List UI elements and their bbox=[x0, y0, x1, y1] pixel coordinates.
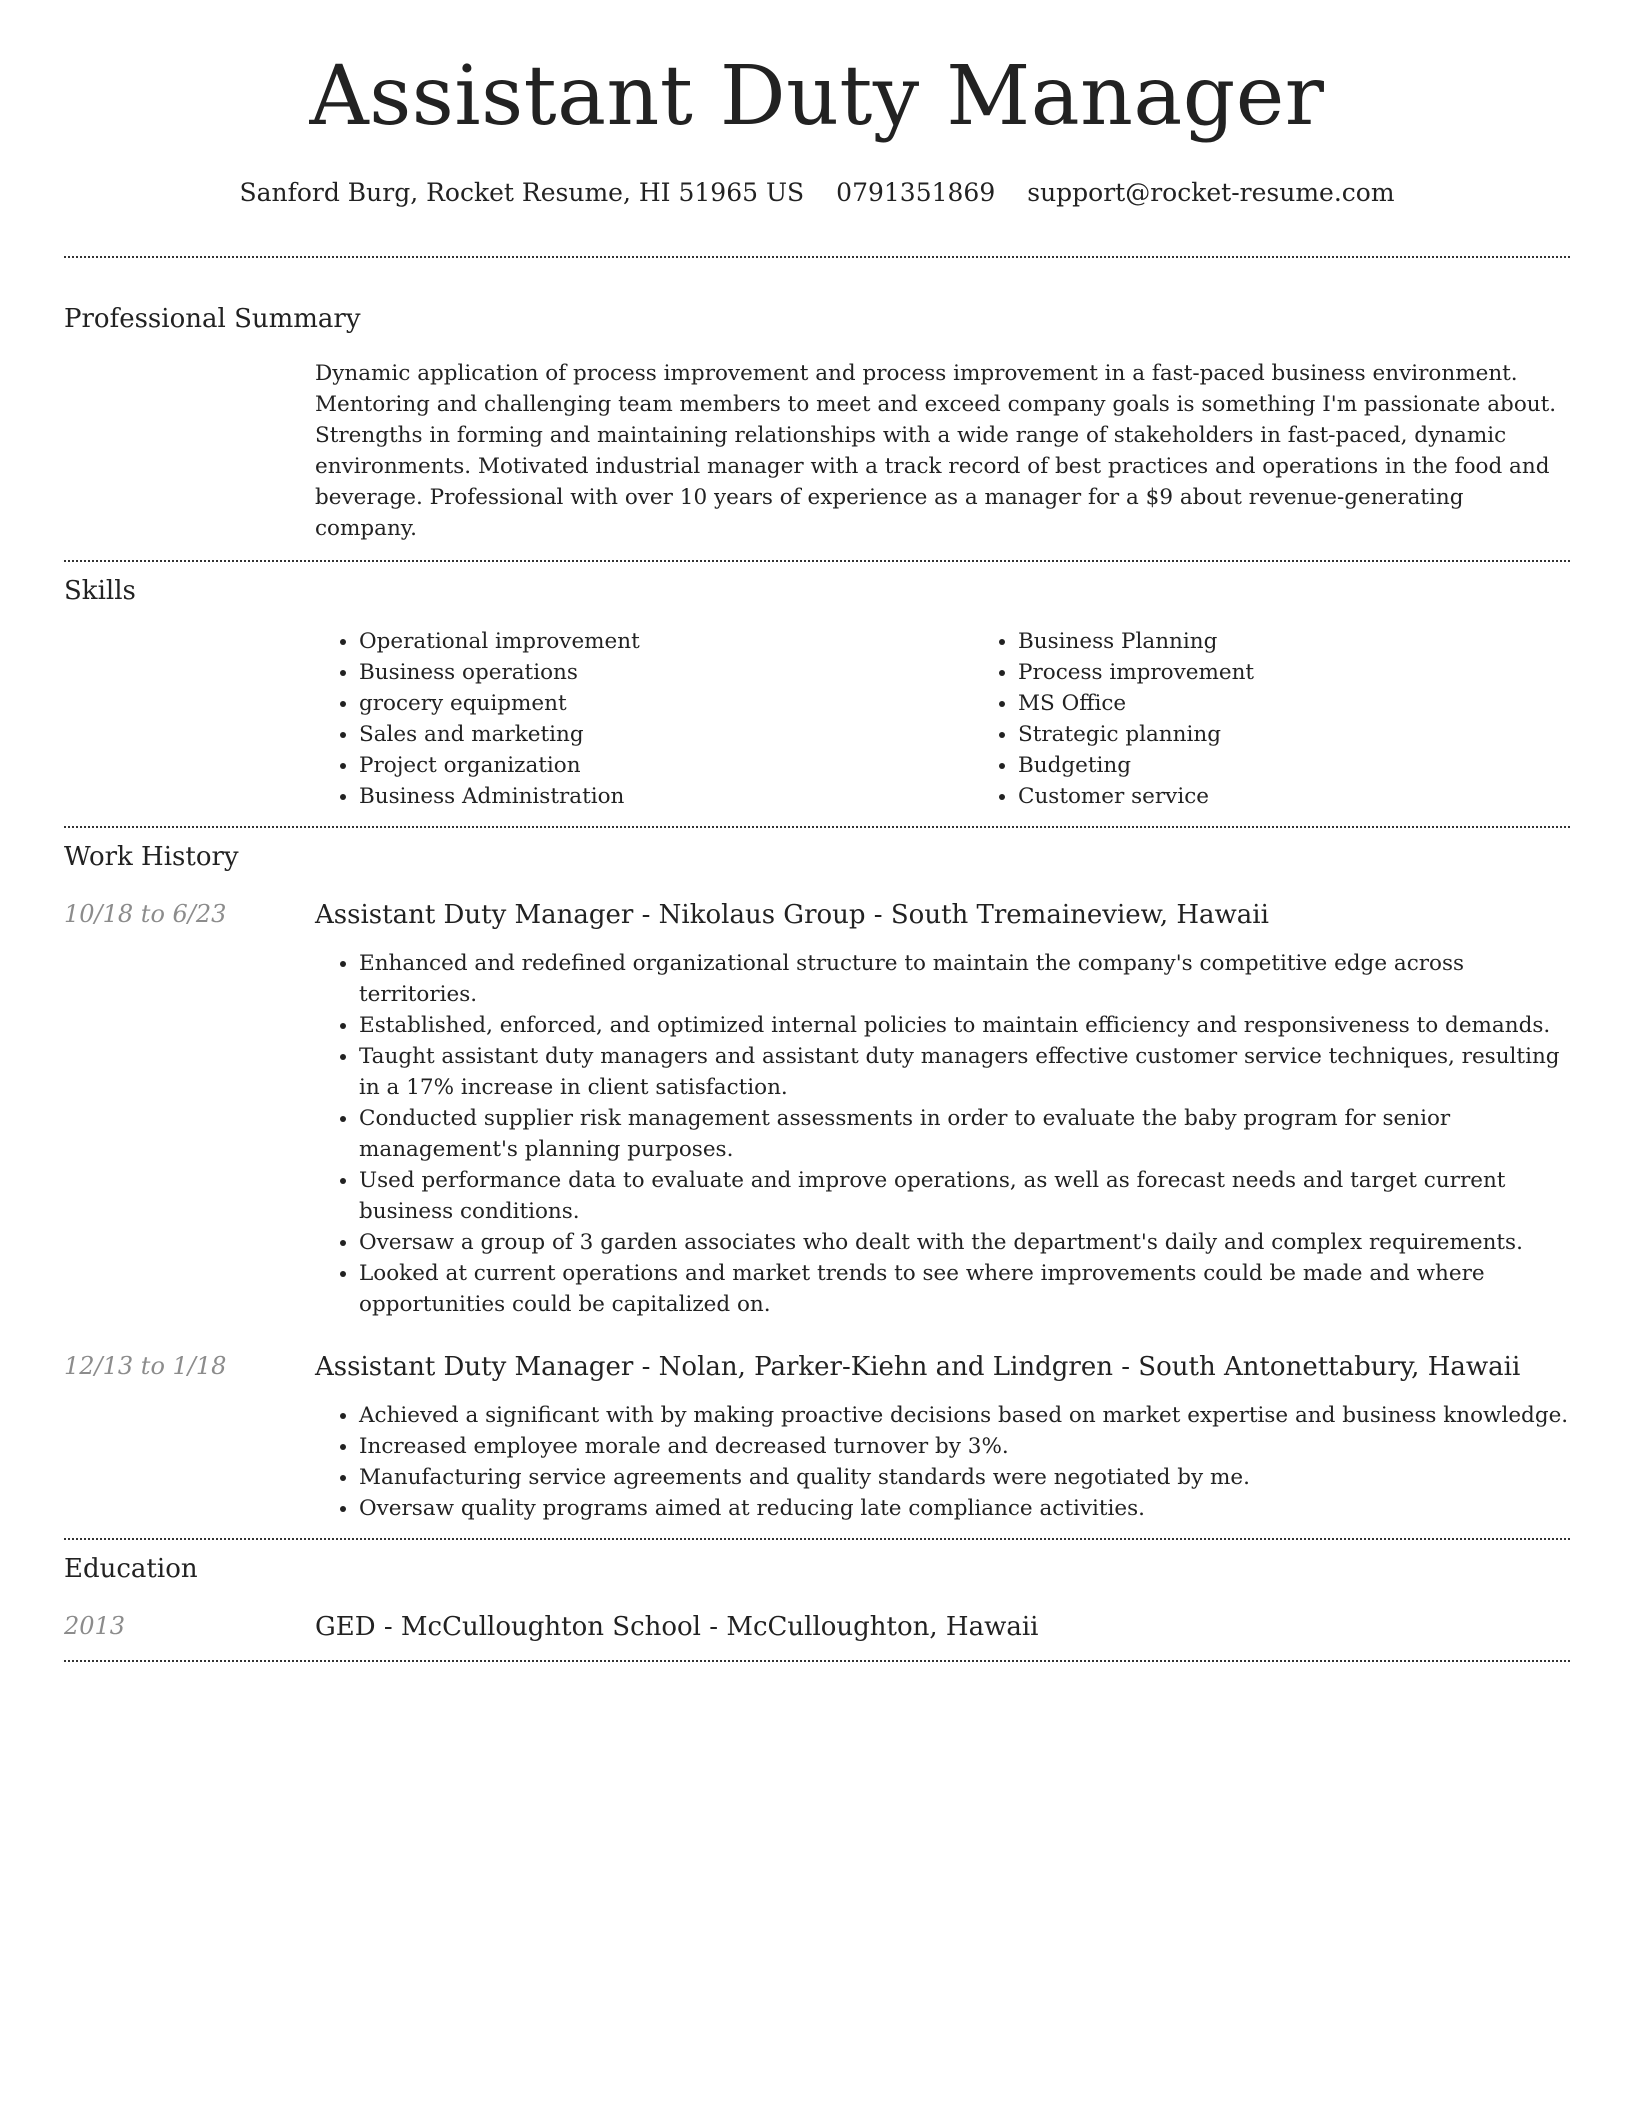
skill-item: • Process improvement bbox=[1018, 657, 1632, 688]
skill-item: • Business Administration bbox=[359, 781, 974, 812]
skill-item: • Business operations bbox=[359, 657, 974, 688]
job-bullet: • Conducted supplier risk management assessments in order to evaluate the baby program for senior management's planning purposes. bbox=[359, 1103, 1570, 1165]
contact-email: support@rocket-resume.com bbox=[1027, 178, 1395, 207]
skill-item: • Sales and marketing bbox=[359, 719, 974, 750]
job-entry bbox=[64, 1354, 1570, 1524]
skills-section bbox=[64, 626, 1570, 812]
contact-phone: 0791351869 bbox=[836, 178, 996, 207]
education-heading: Education bbox=[64, 1554, 198, 1584]
job-bullet: • Enhanced and redefined organizational structure to maintain the company's competitive edge across territories. bbox=[359, 948, 1570, 1010]
job-title: Assistant Duty Manager - Nolan, Parker-Kiehn and Lindgren - South Antonettabury, Hawaii bbox=[315, 1352, 1521, 1382]
divider bbox=[64, 256, 1570, 258]
job-bullet: • Used performance data to evaluate and improve operations, as well as forecast needs and target current business conditions. bbox=[359, 1165, 1570, 1227]
job-dates: 12/13 to 1/18 bbox=[64, 1352, 227, 1380]
job-bullet: • Increased employee morale and decreased turnover by 3%. bbox=[359, 1431, 1570, 1462]
summary-text: Dynamic application of process improvement and process improvement in a fast-paced business environment. Mentoring and challenging team members to meet and exceed company goals is something I'm passionate about. Strengths in forming and maintaining relationships with a wide range of stakeholders in fast-paced, dynamic environments. Motivated industrial manager with a track record of best practices and operations in the food and beverage. Professional with over 10 years of experience as a manager for a $9 about revenue-generating company. bbox=[315, 361, 1557, 541]
skill-item: • MS Office bbox=[1018, 688, 1632, 719]
skill-item: • Strategic planning bbox=[1018, 719, 1632, 750]
job-bullet: • Oversaw quality programs aimed at reducing late compliance activities. bbox=[359, 1493, 1570, 1524]
skill-item: • Operational improvement bbox=[359, 626, 974, 657]
divider bbox=[64, 560, 1570, 562]
job-bullet: • Achieved a significant with by making proactive decisions based on market expertise and business knowledge. bbox=[359, 1400, 1570, 1431]
skill-item: • Budgeting bbox=[1018, 750, 1632, 781]
job-bullet: • Manufacturing service agreements and quality standards were negotiated by me. bbox=[359, 1462, 1570, 1493]
divider bbox=[64, 826, 1570, 828]
job-bullet: • Looked at current operations and market trends to see where improvements could be made and where opportunities could be capitalized on. bbox=[359, 1258, 1570, 1320]
job-bullet: • Taught assistant duty managers and assistant duty managers effective customer service techniques, resulting in a 17% increase in client satisfaction. bbox=[359, 1041, 1570, 1103]
skill-item: • Customer service bbox=[1018, 781, 1632, 812]
resume-page bbox=[64, 0, 1570, 1662]
skills-heading: Skills bbox=[64, 576, 136, 606]
education-entry bbox=[64, 1614, 1570, 1640]
contact-line bbox=[64, 178, 1570, 208]
skill-item: • Business Planning bbox=[1018, 626, 1632, 657]
divider bbox=[64, 1538, 1570, 1540]
job-bullets bbox=[315, 1400, 1570, 1524]
skill-item: • grocery equipment bbox=[359, 688, 974, 719]
skill-item: • Project organization bbox=[359, 750, 974, 781]
job-bullet: • Oversaw a group of 3 garden associates who dealt with the department's daily and complex requirements. bbox=[359, 1227, 1570, 1258]
job-bullet: • Established, enforced, and optimized internal policies to maintain efficiency and responsiveness to demands. bbox=[359, 1010, 1570, 1041]
job-title: Assistant Duty Manager - Nikolaus Group - South Tremaineview, Hawaii bbox=[315, 900, 1269, 930]
skills-list-left bbox=[315, 626, 974, 812]
summary-heading: Professional Summary bbox=[64, 304, 361, 334]
divider bbox=[64, 1660, 1570, 1662]
job-bullets bbox=[315, 948, 1570, 1320]
job-entry bbox=[64, 902, 1570, 1320]
education-title: GED - McCulloughton School - McCulloughton, Hawaii bbox=[315, 1612, 1039, 1642]
resume-title: Assistant Duty Manager bbox=[309, 49, 1325, 144]
work-heading: Work History bbox=[64, 842, 239, 872]
summary-section bbox=[64, 358, 1570, 544]
contact-address: Sanford Burg, Rocket Resume, HI 51965 US bbox=[239, 178, 805, 207]
job-dates: 10/18 to 6/23 bbox=[64, 900, 227, 928]
skills-list-right bbox=[974, 626, 1632, 812]
education-date: 2013 bbox=[64, 1612, 126, 1640]
